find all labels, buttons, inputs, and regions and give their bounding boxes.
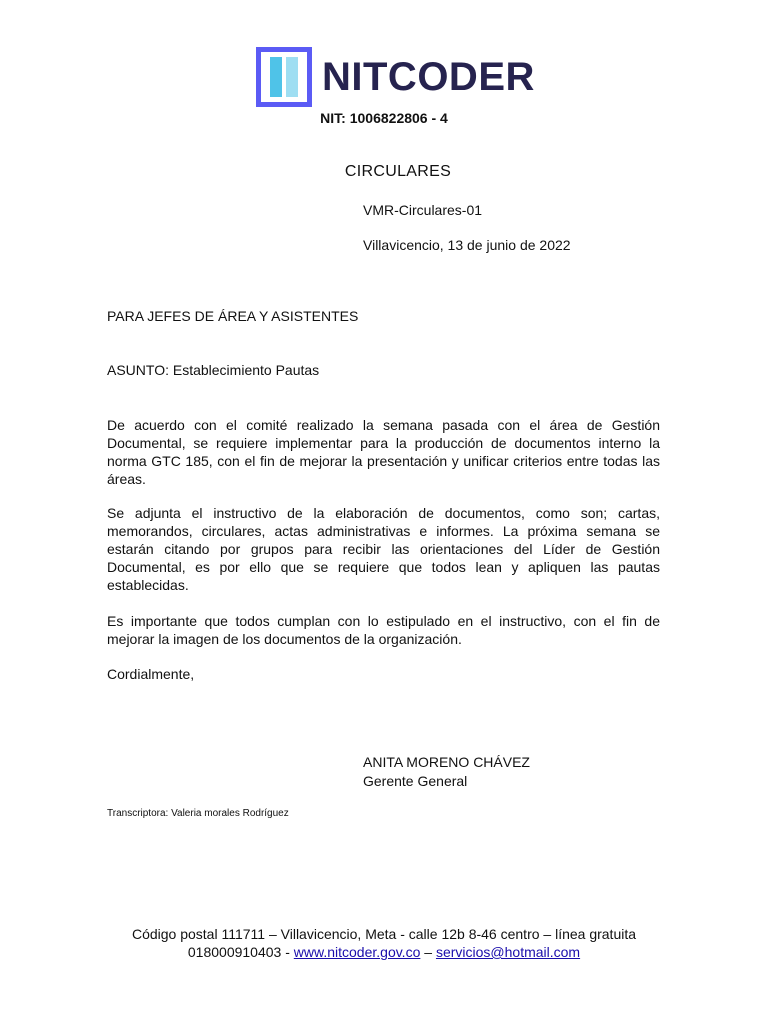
closing-salutation: Cordialmente, [107,666,195,682]
footer-separator: – [424,944,433,960]
body-paragraph-1: De acuerdo con el comité realizado la semana pasada con el área de Gestión Documental, se requiere implementar para la producción de documentos interno la norma GTC 185, con el fin de mejorar la presentación y unificar criterios entre todas las áreas. [107,417,660,487]
signer-role: Gerente General [363,773,468,789]
website-link[interactable]: www.nitcoder.gov.co [293,944,421,960]
body-paragraph-2: Se adjunta el instructivo de la elaboración de documentos, como son; cartas, memorandos, circulares, actas administrativas e informes. La próxima semana se estarán citando por grupos para recibir las orientaciones del Líder de Gestión Documental, es por ello que se requiere que todos lean y apliquen las pautas establecidas. [107,505,660,593]
company-nit: NIT: 1006822806 - 4 [320,110,448,126]
footer-phone: 018000910403 - [187,944,290,960]
company-logo [256,47,535,107]
transcriber-note: Transcriptora: Valeria morales Rodríguez [107,808,289,819]
body-paragraph-3: Es importante que todos cumplan con lo estipulado en el instructivo, con el fin de mejorar la imagen de los documentos de la organización. [107,613,660,647]
document-title: CIRCULARES [344,163,452,180]
subject-line: ASUNTO: Establecimiento Pautas [107,362,320,378]
place-and-date: Villavicencio, 13 de junio de 2022 [363,237,571,253]
footer-contact-line [0,943,768,961]
footer-address: Código postal 111711 – Villavicencio, Meta - calle 12b 8-46 centro – línea gratuita [131,926,637,942]
page-footer [0,925,768,961]
logo-wordmark: NITCODER [322,55,535,99]
recipient-line: PARA JEFES DE ÁREA Y ASISTENTES [107,308,359,324]
email-link[interactable]: servicios@hotmail.com [435,944,581,960]
signer-name: ANITA MORENO CHÁVEZ [363,754,530,770]
nitcoder-logo-icon [256,47,312,107]
document-reference: VMR-Circulares-01 [363,202,483,218]
